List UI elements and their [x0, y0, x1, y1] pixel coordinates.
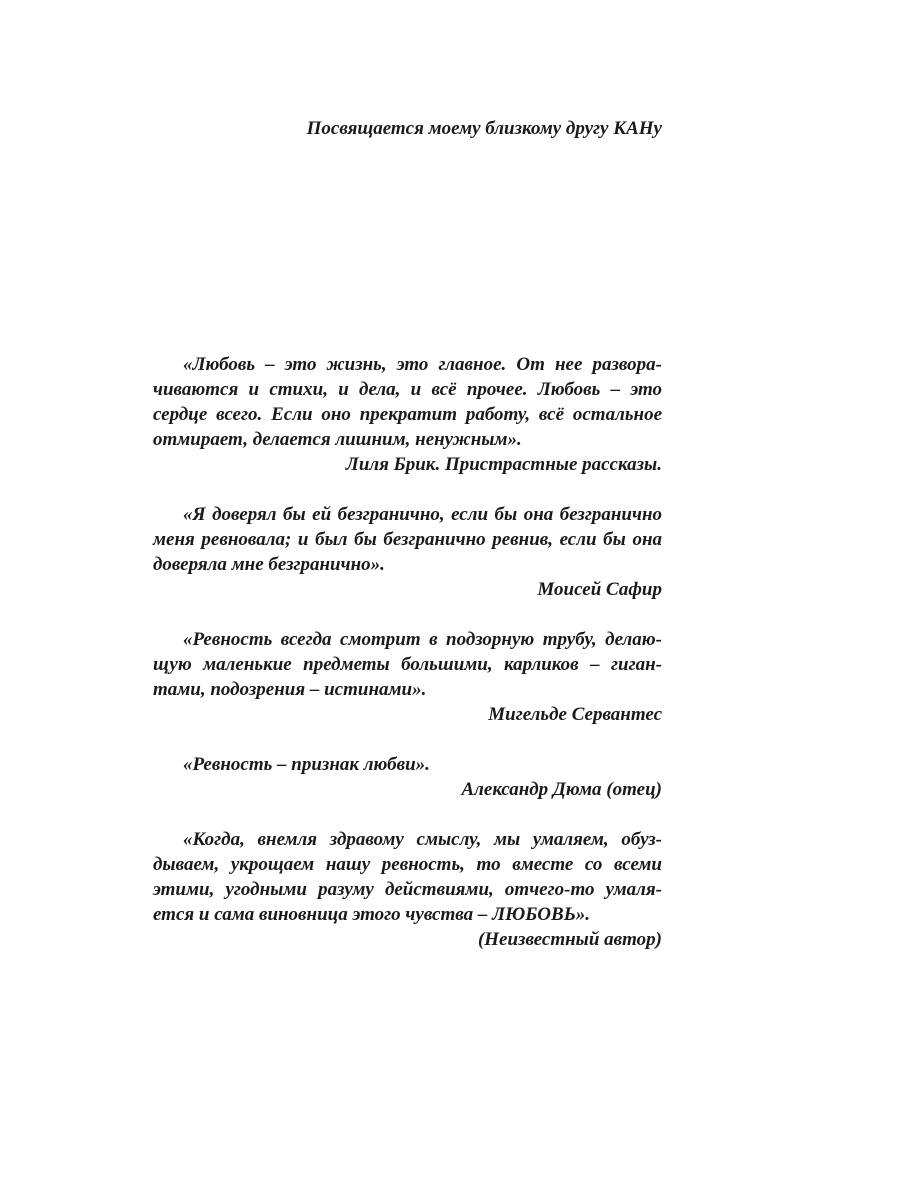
epigraph: [153, 502, 662, 602]
epigraph-author: (Неизвестный автор): [477, 929, 662, 950]
epigraph-author: Лиля Брик. Пристрастные рассказы.: [345, 454, 662, 475]
epigraph: [153, 627, 662, 727]
epigraph: [153, 827, 662, 952]
epigraph: [153, 352, 662, 477]
epigraph-quote: «Ревность всегда смотрит в подзорную трубу, делающую маленькие предметы большими, карликов – гигантами, подозрения – истинами».: [153, 629, 662, 700]
epigraph-author: Моисей Сафир: [537, 579, 662, 600]
epigraph-author: Мигельде Сервантес: [488, 704, 662, 725]
epigraph-quote: «Я доверял бы ей безгранично, если бы она безгранично меня ревновала; и был бы безгранично ревнив, если бы она доверяла мне безгранично».: [153, 504, 662, 575]
dedication: Посвящается моему близкому другу КАНу: [306, 118, 662, 139]
epigraph-quote: «Когда, внемля здравому смыслу, мы умаляем, обуздываем, укрощаем нашу ревность, то вместе со всеми этими, угодными разуму действиями, отчего-то умаляется и сама виновница этого чувства – ЛЮБОВЬ».: [153, 829, 662, 925]
epigraph: [153, 752, 662, 802]
epigraph-quote: «Ревность – признак любви».: [183, 754, 430, 775]
epigraph-quote: «Любовь – это жизнь, это главное. От нее разворачиваются и стихи, и дела, и всё прочее. Любовь – это сердце всего. Если оно прекратит работу, всё остальное отмирает, делается лишним, ненужным».: [153, 354, 662, 450]
epigraphs-section: [153, 352, 662, 977]
epigraph-author: Александр Дюма (отец): [461, 779, 662, 800]
